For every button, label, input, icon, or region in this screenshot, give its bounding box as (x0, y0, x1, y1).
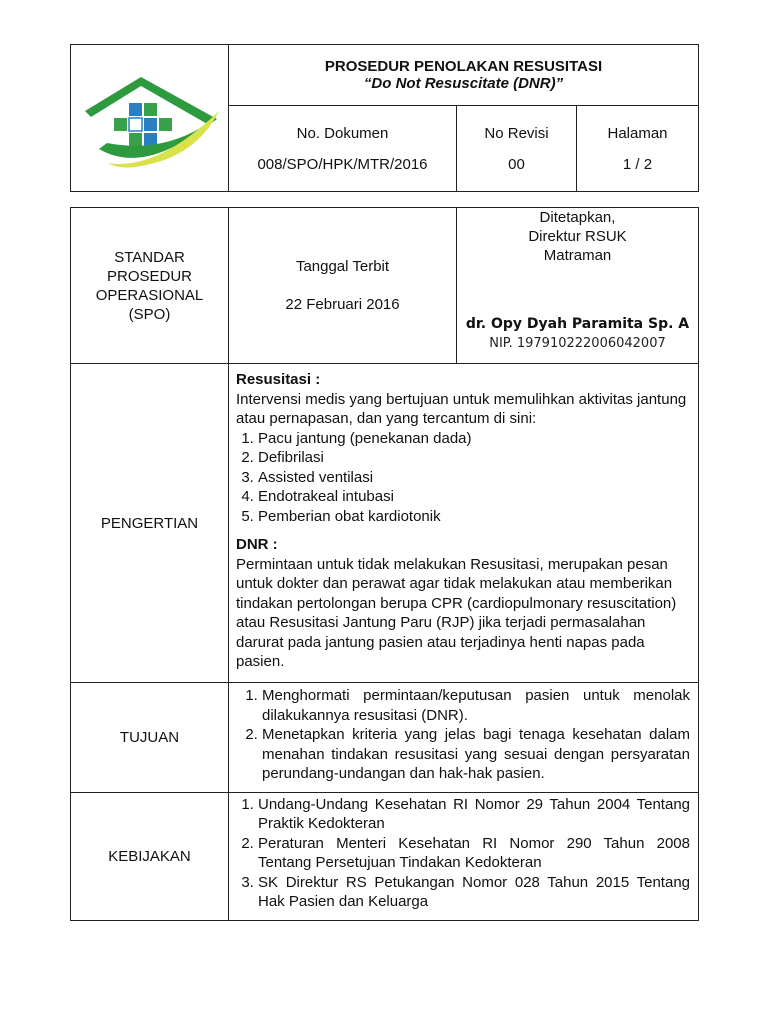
list-item: 5. Pemberian obat kardiotonik (258, 507, 690, 527)
no-revisi-value: 00 (508, 155, 525, 173)
tanggal-terbit-value: 22 Februari 2016 (285, 296, 400, 313)
dnr-text: Permintaan untuk tidak melakukan Resusitasi, merupakan pesan untuk dokter dan perawat agar tidak melakukan atau memberikan tindakan pertolongan berupa CPR (cardiopulmonary resuscitation) atau Resusitasi Jantung Paru (RJP) jika terjadi permasalahan darurat pada jantung pasien atau terjadinya henti napas pada pasien. (236, 555, 677, 670)
list-item: 3. SK Direktur RS Petukangan Nomor 028 Tahun 2015 Tentang Hak Pasien dan Keluarga (258, 873, 690, 912)
list-item: 2. Peraturan Menteri Kesehatan RI Nomor 290 Tahun 2008 Tentang Persetujuan Tindakan Kedokteran (258, 834, 690, 873)
no-dokumen-cell (229, 106, 457, 192)
dnr-heading: DNR : (236, 536, 278, 553)
resusitasi-heading: Resusitasi : (236, 371, 321, 388)
logo-roof (85, 77, 217, 125)
signer-nip: NIP. 197910222006042007 (489, 336, 666, 351)
list-item: 1. Pacu jantung (penekanan dada) (258, 429, 690, 449)
pengertian-label: PENGERTIAN (100, 514, 199, 532)
title-cell (229, 45, 699, 106)
ditetapkan-line: Ditetapkan, (539, 209, 616, 226)
document-header-table (70, 44, 699, 192)
resusitasi-list (236, 429, 690, 527)
spo-type-line: STANDAR (114, 248, 185, 266)
tujuan-list (236, 686, 690, 784)
no-dokumen-value: 008/SPO/HPK/MTR/2016 (257, 155, 428, 173)
tujuan-label: TUJUAN (119, 728, 180, 746)
spo-type-cell (71, 208, 229, 364)
logo-cross (114, 103, 172, 146)
halaman-label: Halaman (607, 124, 668, 142)
list-item: 2. Defibrilasi (258, 448, 690, 468)
halaman-value: 1 / 2 (622, 155, 653, 173)
spo-table (70, 207, 699, 921)
pengertian-label-cell (71, 364, 229, 683)
no-revisi-label: No Revisi (484, 124, 549, 142)
spo-type-line: PROSEDUR (106, 267, 192, 285)
tanggal-terbit-cell (229, 208, 457, 364)
halaman-cell (577, 106, 699, 192)
hospital-logo (77, 59, 222, 177)
kebijakan-content-cell (229, 792, 699, 920)
spo-type-line: OPERASIONAL (95, 286, 204, 304)
list-item: 4. Endotrakeal intubasi (258, 487, 690, 507)
document-title: PROSEDUR PENOLAKAN RESUSITASI (324, 58, 603, 75)
document-subtitle: “Do Not Resuscitate (DNR)” (363, 75, 564, 92)
spo-type-line: (SPO) (128, 305, 171, 323)
tujuan-label-cell (71, 683, 229, 793)
kebijakan-label: KEBIJAKAN (108, 847, 191, 865)
list-item: 1. Menghormati permintaan/keputusan pasien untuk menolak dilakukannya resusitasi (DNR). (262, 686, 690, 725)
list-item: 2. Menetapkan kriteria yang jelas bagi tenaga kesehatan dalam menahan tindakan resusitasi yang sesuai dengan persyaratan perundang-undangan dan hak-hak pasien. (262, 725, 690, 784)
tanggal-terbit-label: Tanggal Terbit (295, 258, 390, 275)
list-item: 1. Undang-Undang Kesehatan RI Nomor 29 Tahun 2004 Tentang Praktik Kedokteran (258, 795, 690, 834)
resusitasi-intro: Intervensi medis yang bertujuan untuk memulihkan aktivitas jantung atau pernapasan, dan yang tercantum di sini: (236, 390, 687, 427)
ditetapkan-cell (457, 208, 699, 364)
hospital-logo-cell (71, 45, 229, 192)
no-dokumen-label: No. Dokumen (296, 124, 389, 142)
no-revisi-cell (457, 106, 577, 192)
pengertian-content-cell (229, 364, 699, 683)
kebijakan-list (236, 795, 690, 912)
kebijakan-label-cell (71, 792, 229, 920)
list-item: 3. Assisted ventilasi (258, 468, 690, 488)
tujuan-content-cell (229, 683, 699, 793)
signer-name: dr. Opy Dyah Paramita Sp. A (465, 316, 690, 332)
ditetapkan-line: Direktur RSUK (528, 228, 627, 245)
ditetapkan-line: Matraman (543, 247, 612, 264)
